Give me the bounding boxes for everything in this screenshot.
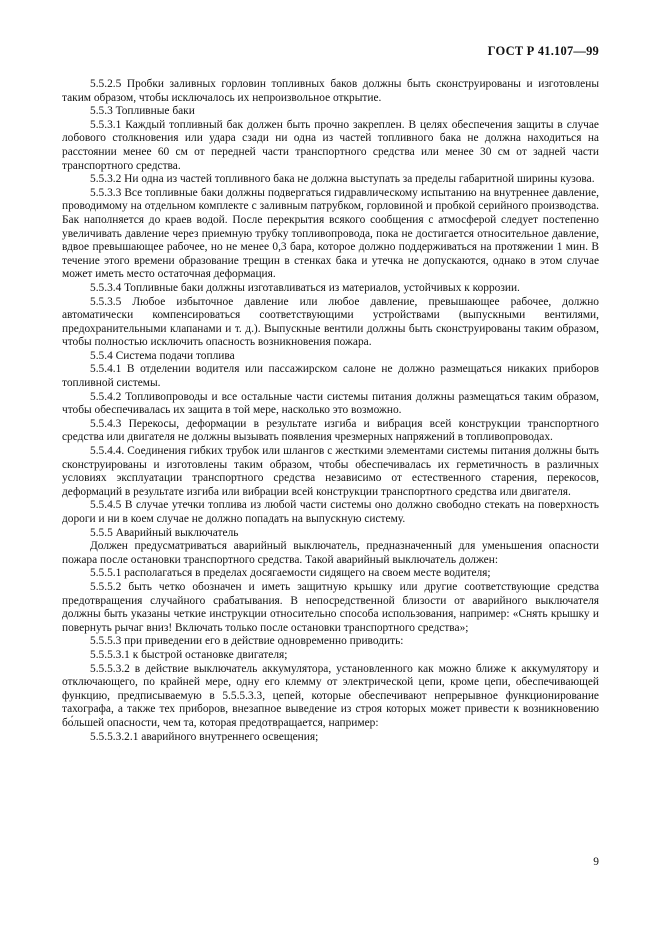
paragraph-5-5-4-3: 5.5.4.3 Перекосы, деформации в результате изгиба и вибрация всей конструкции транспортного средства или двигателя не должны вызывать появления чрезмерных напряжений в топливопроводах. [62,417,599,444]
section-heading-5-5-3: 5.5.3 Топливные баки [90,105,195,118]
paragraph-5-5-5-3-1: 5.5.5.3.1 к быстрой остановке двигателя; [90,648,288,661]
paragraph-5-5-5-3: 5.5.5.3 при приведении его в действие одновременно приводить: [90,635,404,648]
paragraph-5-5-5-2: 5.5.5.2 быть четко обозначен и иметь защитную крышку или другие соответствующие средства предотвращения случайного срабатывания. В непосредственной близости от аварийного выключателя должны быть указаны четкие инструкции относительно способа использования, например: «Снять крышку и повернуть рычаг вниз! Включать только после остановки транспортного средства»; [62,580,599,634]
paragraph-5-5-5-3-2-1: 5.5.5.3.2.1 аварийного внутреннего освещения; [90,730,319,743]
paragraph-5-5-3-5: 5.5.3.5 Любое избыточное давление или любое давление, превышающее рабочее, должно автоматически компенсироваться соответствующими устройствами (выпускными вентилями, предохранительными клапанами и т. д.). Выпускные вентили должны быть сконструированы таким образом, чтобы полностью исключить опасность возникновения пожара. [62,295,599,349]
paragraph-5-5-5-3-2: 5.5.5.3.2 в действие выключатель аккумулятора, установленного как можно ближе к аккумулятору и отключающего, по крайней мере, одну его клемму от электрической цепи, кроме цепи, обеспечивающей функцию, предписываемую в 5.5.5.3.3, цепей, которые обеспечивают непрерывное функционирование тахографа, а также тех приборов, внезапное выведение из строя которых может привести к возникновению бо́льшей опасности, чем та, которая предотвращается, например: [62,662,599,729]
paragraph-5-5-3-2: 5.5.3.2 Ни одна из частей топливного бака не должна выступать за пределы габаритной ширины кузова. [90,173,595,186]
document-body [62,78,599,744]
paragraph-5-5-5-1: 5.5.5.1 располагаться в пределах досягаемости сидящего на своем месте водителя; [90,567,491,580]
section-heading-5-5-4: 5.5.4 Система подачи топлива [90,349,235,362]
paragraph-5-5-3-4: 5.5.3.4 Топливные баки должны изготавливаться из материалов, устойчивых к коррозии. [90,281,520,294]
section-heading-5-5-5: 5.5.5 Аварийный выключатель [90,526,239,539]
paragraph-5-5-2-5: 5.5.2.5 Пробки заливных горловин топливных баков должны быть сконструированы и изготовлены таким образом, чтобы исключалось их непроизвольное открытие. [62,78,599,104]
paragraph-5-5-3-1: 5.5.3.1 Каждый топливный бак должен быть прочно закреплен. В целях обеспечения защиты в случае лобового столкновения или удара сзади ни одна из частей топливного бака не должна находиться на расстоянии менее 60 см от передней части транспортного средства или менее 30 см от задней части транспортного средства. [62,118,599,172]
paragraph-5-5-4-4: 5.5.4.4. Соединения гибких трубок или шлангов с жесткими элементами системы питания должны быть сконструированы и изготовлены таким образом, чтобы обеспечивалась их герметичность в различных условиях эксплуатации транспортного средства независимо от естественного старения, перекосов, деформаций в результате изгиба или вибрации всей конструкции транспортного средства или двигателя. [62,445,599,498]
paragraph-5-5-4-1: 5.5.4.1 В отделении водителя или пассажирском салоне не должно размещаться никаких приборов топливной системы. [62,363,599,390]
paragraph-5-5-4-5: 5.5.4.5 В случае утечки топлива из любой части системы оно должно свободно стекать на поверхность дороги и ни в коем случае не должно попадать на выпускную систему. [62,499,599,525]
page-number: 9 [593,856,599,868]
paragraph-5-5-3-3: 5.5.3.3 Все топливные баки должны подвергаться гидравлическому испытанию на внутреннее давление, проводимому на отдельном комплекте с заливным патрубком, горловиной и пробкой серийного производства. Бак наполняется до краев водой. После перекрытия всякого сообщения с атмосферой следует постепенно увеличивать давление через приемную трубку топливопровода, пока не достигается относительное давление, вдвое превышающее рабочее, но не менее 0,3 бара, которое должно поддерживаться на протяжении 1 мин. В течение этого времени образование трещин в стенках бака и утечка не допускаются, однако в этом случае может иметь место остаточная деформация. [62,186,599,281]
paragraph-5-5-5-intro: Должен предусматриваться аварийный выключатель, предназначенный для уменьшения опасности пожара после остановки транспортного средства. Такой аварийный выключатель должен: [62,540,599,566]
standard-header: ГОСТ Р 41.107—99 [487,44,599,58]
paragraph-5-5-4-2: 5.5.4.2 Топливопроводы и все остальные части системы питания должны размещаться таким образом, чтобы обеспечивалась их защита в той мере, насколько это возможно. [62,390,599,417]
